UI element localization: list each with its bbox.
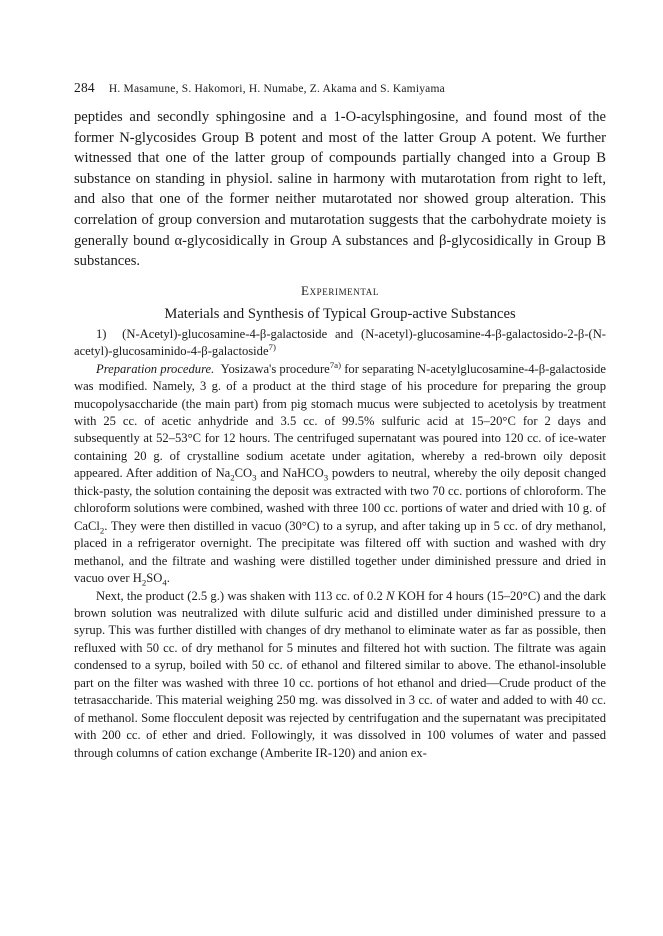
item-1-number: 1) xyxy=(96,326,107,341)
preparation-text-c: and NaHCO xyxy=(256,466,324,481)
next-paragraph-a: Next, the product (2.5 g.) was shaken with 113 cc. of 0.2 xyxy=(96,588,387,603)
section-heading-text: Experimental xyxy=(301,282,379,298)
running-head xyxy=(74,80,606,96)
formula-na2co3-sub2: 3 xyxy=(252,472,257,483)
formula-na2co3-co: CO xyxy=(234,466,253,481)
formula-h2so4-sub2: 4 xyxy=(162,577,167,588)
intro-section xyxy=(74,107,606,272)
next-paragraph xyxy=(74,588,606,763)
formula-h2so4-so: SO xyxy=(146,571,163,586)
next-paragraph-b: KOH for 4 hours (15–20°C) and the dark brown solution was neutralized with dilute sulfuric acid and distilled under diminished pressure to a syrup. This was further distilled with changes of dry methanol to eliminate water as far as possible, then refluxed with 50 cc. of dry methanol for 5 minutes and filtered hot with suction. The filtrate was again condensed to a syrup, boiled with 50 cc. of ethanol and filtered similar to above. The ethanol-insoluble part on the filter was washed with three 10 cc. portions of hot ethanol and dried—Crude product of the tetrasaccharide. This material weighing 250 mg. was dissolved in 3 cc. of water and added to with 40 cc. of methanol. Some flocculent deposit was rejected by centrifugation and the supernatant was precipitated with 200 cc. of ether and dried. Followingly, it was dissolved in 100 volumes of water and passed through columns of cation exchange (Amberite IR-120) and anion ex- xyxy=(74,588,606,760)
preparation-text-f: . xyxy=(166,571,170,586)
section-heading xyxy=(74,283,606,299)
preparation-label: Preparation procedure. xyxy=(96,361,215,376)
page-number: 284 xyxy=(74,80,95,95)
item-1-title-ref: 7) xyxy=(268,342,276,353)
subsection-heading: Materials and Synthesis of Typical Group-active Substances xyxy=(164,305,516,322)
running-head-authors: H. Masamune, S. Hakomori, H. Numabe, Z. Akama and S. Kamiyama xyxy=(108,83,445,95)
preparation-text-a: Yosizawa's procedure xyxy=(220,361,330,376)
normality-symbol: N xyxy=(386,588,395,603)
formula-h2so4-sub: 2 xyxy=(141,577,147,588)
preparation-text-d: powders to neutral, whereby the oily deposit changed thick-pasty, the solution containing the deposit was extracted with two 70 cc. portions of chloroform. The chloroform solutions were combined, washed with three 100 cc. portions of water and dried with 10 g. of CaCl xyxy=(74,466,606,533)
formula-na2co3-sub: 2 xyxy=(230,472,235,483)
formula-na2co3-na: Na xyxy=(215,466,231,481)
item-1-title-paragraph xyxy=(74,326,606,361)
paper-page xyxy=(74,80,606,762)
body-text xyxy=(74,326,606,762)
item-1-title: (N-Acetyl)-glucosamine-4-β-galactoside and (N-acetyl)-glucosamine-4-β-galactosido-2-β-(N-acetyl)-glucosaminido-4-β-galactoside xyxy=(74,326,607,359)
preparation-text-e: . They were then distilled in vacuo (30°C) to a syrup, and after taking up in 5 cc. of dry methanol, placed in a refrigerator overnight. The precipitate was filtered off with suction and washed with dry methanol, and the filtrate and washing were distilled together under diminished pressure and dried in vacuo over H xyxy=(74,518,606,586)
preparation-text-b: for separating N-acetylglucosamine-4-β-galactoside was modified. Namely, 3 g. of a product at the third stage of his procedure for preparing the group mucopolysaccharide (the main part) from pig stomach mucus were subjected to acetolysis by treatment with 25 cc. of acetic anhydride and 3.5 cc. of 99.5% sulfuric acid at 15–20°C for 2 days and subsequently at 52–53°C for 12 hours. The centrifuged supernatant was poured into 120 cc. of ice-water containing 20 g. of crystalline sodium acetate under agitation, whereby a red-brown oily deposit appeared. After addition of xyxy=(74,361,606,481)
formula-nahco3-sub: 3 xyxy=(323,472,329,483)
formula-cacl2-sub: 2 xyxy=(99,525,105,536)
preparation-paragraph xyxy=(74,361,606,588)
preparation-ref: 7a) xyxy=(329,359,342,370)
intro-paragraph: peptides and secondly sphingosine and a 1-O-acylsphingosine, and found most of the former N-glycosides Group B potent and most of the latter Group A potent. We further witnessed that one of the latter group of compounds partially changed into a Group B substance on standing in physiol. saline in harmony with mutarotation from right to left, and also that one of the former neither mutarotated nor showed group alteration. This correlation of group conversion and mutarotation suggests that the carbohydrate moiety is generally bound α-glycosidically in Group A substances and β-glycosidically in Group B substances. xyxy=(74,109,606,270)
